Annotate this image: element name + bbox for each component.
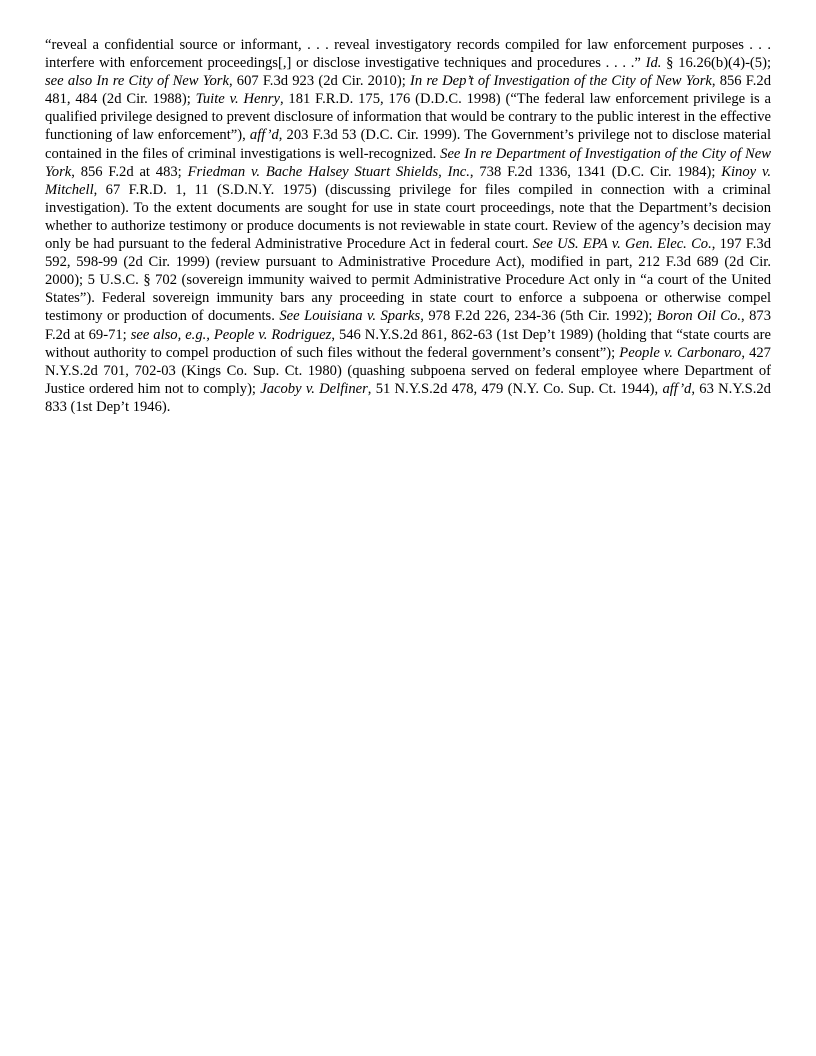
document-page [45,36,771,416]
citation-run: See Louisiana v. Sparks [279,308,421,325]
citation-run: see also In re City of New York [45,73,229,90]
citation-run: aff’d [662,380,692,397]
text-run: , 51 N.Y.S.2d 478, 479 (N.Y. Co. Sup. Ct. 1944), [367,380,663,397]
text-run: , 427 N.Y.S.2d 701, 702-03 (Kings Co. Sup. Ct. 1980) (quashing subpoena served on federal employee where Department of Justice ordered him not to comply); [45,344,771,397]
citation-run: See US. EPA v. Gen. Elec. Co. [532,236,712,253]
text-run: , 856 F.2d 481, 484 (2d Cir. 1988); [45,73,771,108]
text-run: , 181 F.R.D. 175, 176 (D.D.C. 1998) (“The federal law enforcement privilege is a qualified privilege designed to prevent disclosure of information that would be contrary to the public interest in the effective functioning of law enforcement”), [45,91,771,144]
citation-run: see also, e.g., People v. Rodriguez [130,326,332,343]
citation-run: See In re Department of Investigation of the City of New York [45,145,771,180]
text-run: , 978 F.2d 226, 234-36 (5th Cir. 1992); [420,308,657,325]
citation-run: Boron Oil Co. [656,308,741,325]
body-paragraph [45,36,771,416]
citation-run: Tuite v. Henry [195,91,280,108]
citation-run: Jacoby v. Delfiner [260,380,368,397]
citation-run: Friedman v. Bache Halsey Stuart Shields, Inc. [187,163,470,180]
citation-run: Kinoy v. Mitchell [45,163,771,198]
text-run: , 546 N.Y.S.2d 861, 862-63 (1st Dep’t 1989) (holding that “state courts are without authority to compel production of such files without the federal government’s consent”); [45,326,771,361]
text-run: § 16.26(b)(4)-(5); [661,55,771,72]
text-run: , 607 F.3d 923 (2d Cir. 2010); [228,73,410,90]
text-run: , 203 F.3d 53 (D.C. Cir. 1999). The Government’s privilege not to disclose material contained in the files of criminal investigations is well-recognized. [45,127,772,162]
citation-run: aff’d [249,127,279,144]
text-run: , 63 N.Y.S.2d 833 (1st Dep’t 1946). [45,380,771,415]
text-run: , 67 F.R.D. 1, 11 (S.D.N.Y. 1975) (discussing privilege for files compiled in connection with a criminal investigation). To the extent documents are sought for use in state court proceedings, note that the Department’s decision whether to authorize testimony or produce documents is not reviewable in state court. Review of the agency’s decision may only be had pursuant to the federal Administrative Procedure Act in federal court. [45,181,771,253]
text-run: , 738 F.2d 1336, 1341 (D.C. Cir. 1984); [469,163,722,180]
text-run: “reveal a confidential source or informant, . . . reveal investigatory records compiled for law enforcement purposes . . . interfere with enforcement proceedings[,] or disclose investigative techniques and procedures . . . .” [45,37,771,72]
citation-run: People v. Carbonaro [619,344,742,361]
citation-run: In re Dep’t of Investigation of the City of New York [409,73,712,90]
text-run: , 197 F.3d 592, 598-99 (2d Cir. 1999) (review pursuant to Administrative Procedure Act), modified in part, 212 F.3d 689 (2d Cir. 2000); 5 U.S.C. § 702 (sovereign immunity waived to permit Administrative Procedure Act only in “a court of the United States”). Federal sovereign immunity bars any proceeding in state court to enforce a subpoena or otherwise compel testimony or production of documents. [45,236,771,325]
text-run: , 873 F.2d at 69-71; [45,308,771,343]
citation-run: Id. [645,55,662,72]
text-run: , 856 F.2d at 483; [71,163,188,180]
